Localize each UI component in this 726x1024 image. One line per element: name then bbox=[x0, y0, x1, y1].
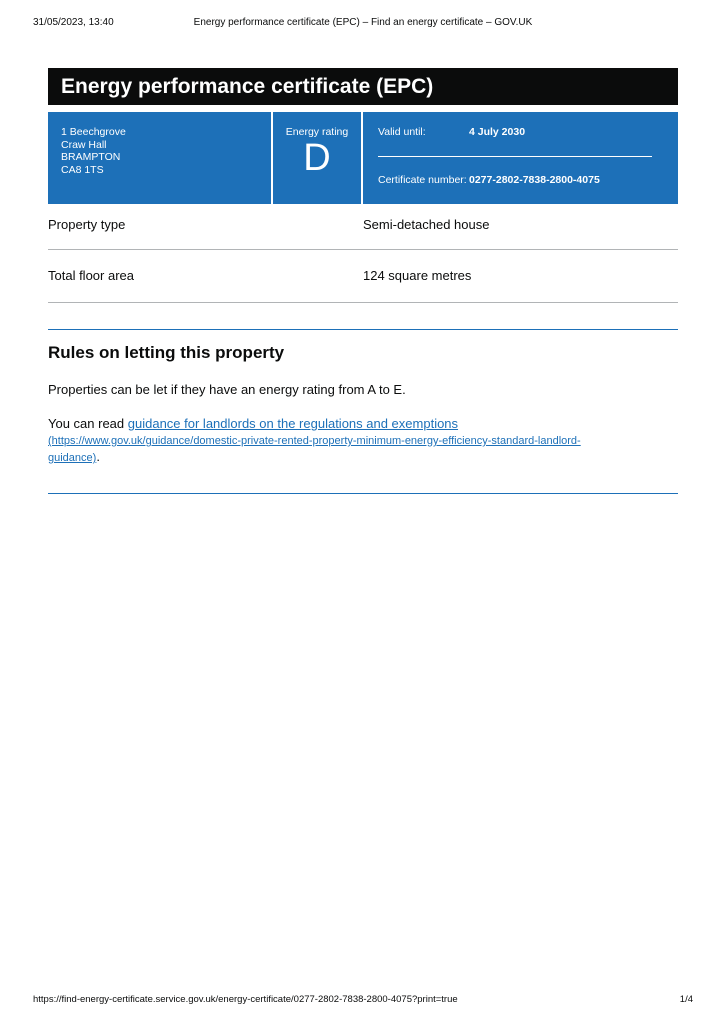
print-url: https://find-energy-certificate.service.gov.uk/energy-certificate/0277-2802-7838-2800-4075?print=true bbox=[33, 994, 458, 1005]
address-line-1: 1 Beechgrove bbox=[61, 126, 126, 138]
guidance-prefix: You can read bbox=[48, 416, 128, 431]
property-type-value: Semi-detached house bbox=[363, 217, 490, 232]
guidance-url-line-1: (https://www.gov.uk/guidance/domestic-private-rented-property-minimum-energy-efficiency-standard-landlord- bbox=[48, 435, 581, 447]
floor-area-value: 124 square metres bbox=[363, 268, 472, 283]
print-datetime: 31/05/2023, 13:40 bbox=[33, 17, 114, 28]
floor-area-label: Total floor area bbox=[48, 268, 134, 283]
landlord-guidance-link[interactable]: guidance for landlords on the regulations and exemptions bbox=[127, 416, 459, 431]
energy-rating-box bbox=[273, 112, 363, 204]
certificate-details bbox=[363, 112, 678, 204]
property-type-label: Property type bbox=[48, 217, 126, 232]
print-header bbox=[0, 17, 726, 31]
address-postcode: CA8 1TS bbox=[61, 163, 104, 176]
floor-area-row bbox=[48, 250, 678, 303]
certificate-title-bar bbox=[48, 68, 678, 105]
certificate-heading: Energy performance certificate (EPC) bbox=[61, 75, 434, 98]
energy-rating-letter: D bbox=[303, 137, 331, 179]
print-page-number: 1/4 bbox=[679, 994, 693, 1005]
landlord-guidance-paragraph bbox=[48, 416, 648, 466]
guidance-suffix: . bbox=[96, 449, 100, 464]
letting-rules-heading: Rules on letting this property bbox=[48, 343, 285, 362]
section-divider-bottom bbox=[48, 493, 678, 494]
certificate-number-value: 0277-2802-7838-2800-4075 bbox=[469, 174, 600, 186]
property-address bbox=[48, 112, 273, 204]
guidance-url-line-2: guidance) bbox=[48, 452, 97, 464]
details-divider bbox=[378, 156, 652, 157]
address-line-3: BRAMPTON bbox=[61, 151, 121, 163]
address-line-2: Craw Hall bbox=[61, 138, 107, 151]
property-type-row bbox=[48, 205, 678, 250]
letting-rules-paragraph: Properties can be let if they have an energy rating from A to E. bbox=[48, 382, 406, 397]
print-page-title: Energy performance certificate (EPC) – Find an energy certificate – GOV.UK bbox=[193, 17, 533, 28]
print-footer bbox=[0, 994, 726, 1008]
energy-rating-label: Energy rating bbox=[285, 126, 349, 138]
valid-until-label: Valid until: bbox=[378, 126, 426, 138]
certificate-number-label: Certificate number: bbox=[378, 174, 467, 186]
valid-until-value: 4 July 2030 bbox=[469, 126, 526, 138]
landlord-guidance-url[interactable] bbox=[48, 435, 581, 464]
section-divider-top bbox=[48, 329, 678, 330]
certificate-summary-panel bbox=[48, 112, 678, 204]
